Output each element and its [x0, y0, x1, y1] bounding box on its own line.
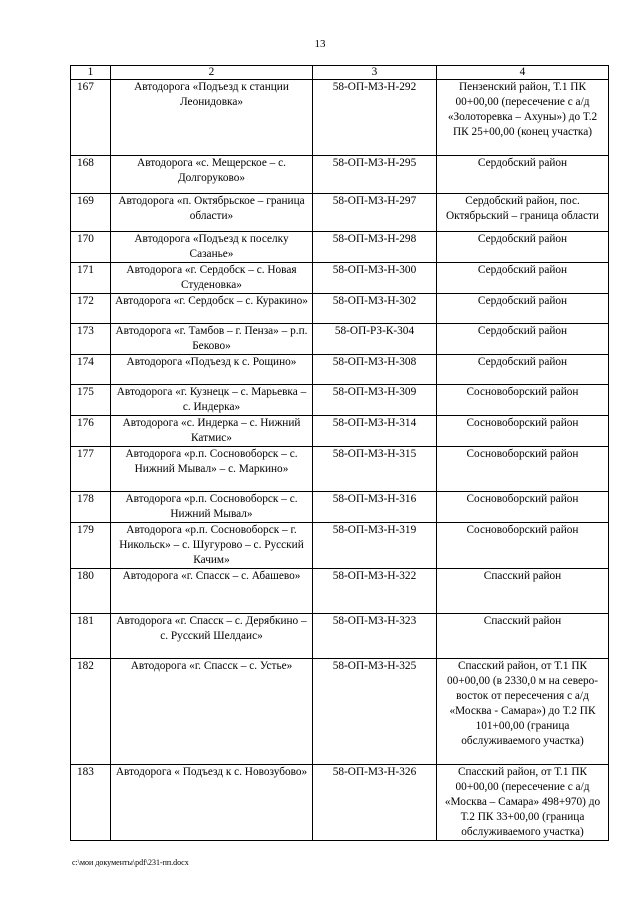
road-name: Автодорога «Подъезд к поселку Сазанье»: [111, 232, 313, 263]
table-row: [71, 492, 609, 523]
road-name: Автодорога «г. Тамбов – г. Пенза» – р.п. Беково»: [111, 324, 313, 355]
row-number: 170: [71, 232, 111, 263]
road-code: 58-ОП-МЗ-Н-295: [313, 156, 437, 194]
table-row: [71, 324, 609, 355]
road-name: Автодорога «г. Спасск – с. Устье»: [111, 659, 313, 765]
road-location: Спасский район: [437, 569, 609, 614]
table-row: [71, 232, 609, 263]
road-code: 58-ОП-МЗ-Н-323: [313, 614, 437, 659]
table-row: [71, 263, 609, 294]
table-row: [71, 355, 609, 385]
table-row: [71, 416, 609, 447]
table-row: [71, 156, 609, 194]
row-number: 179: [71, 523, 111, 569]
table-header-row: [71, 66, 609, 80]
column-header-1: 1: [71, 66, 111, 80]
road-code: 58-ОП-МЗ-Н-308: [313, 355, 437, 385]
road-location: Сосновоборский район: [437, 523, 609, 569]
road-name: Автодорога «г. Сердобск – с. Новая Студеновка»: [111, 263, 313, 294]
road-name: Автодорога «г. Спасск – с. Абашево»: [111, 569, 313, 614]
road-name: Автодорога «с. Индерка – с. Нижний Катмис»: [111, 416, 313, 447]
row-number: 182: [71, 659, 111, 765]
road-location: Сердобский район: [437, 355, 609, 385]
table-row: [71, 569, 609, 614]
road-name: Автодорога «г. Сердобск – с. Куракино»: [111, 294, 313, 324]
road-code: 58-ОП-МЗ-Н-292: [313, 80, 437, 156]
table-row: [71, 194, 609, 232]
road-location: Сердобский район: [437, 156, 609, 194]
road-code: 58-ОП-МЗ-Н-325: [313, 659, 437, 765]
road-name: Автодорога «р.п. Сосновоборск – с. Нижний Мывал»: [111, 492, 313, 523]
road-code: 58-ОП-МЗ-Н-314: [313, 416, 437, 447]
road-location: Сосновоборский район: [437, 447, 609, 492]
road-location: Сосновоборский район: [437, 416, 609, 447]
column-header-4: 4: [437, 66, 609, 80]
road-location: Сосновоборский район: [437, 492, 609, 523]
road-name: Автодорога «с. Мещерское – с. Долгоруково»: [111, 156, 313, 194]
road-name: Автодорога «г. Кузнецк – с. Марьевка – с. Индерка»: [111, 385, 313, 416]
row-number: 175: [71, 385, 111, 416]
road-location: Сердобский район: [437, 263, 609, 294]
row-number: 168: [71, 156, 111, 194]
page-number: 13: [314, 38, 326, 50]
footer-file-path: c:\мои документы\pdf\231-пп.docx: [72, 858, 189, 867]
road-code: 58-ОП-МЗ-Н-300: [313, 263, 437, 294]
road-location: Спасский район: [437, 614, 609, 659]
roads-table: [70, 65, 609, 841]
column-header-2: 2: [111, 66, 313, 80]
row-number: 183: [71, 765, 111, 841]
row-number: 171: [71, 263, 111, 294]
road-code: 58-ОП-МЗ-Н-309: [313, 385, 437, 416]
row-number: 172: [71, 294, 111, 324]
table-row: [71, 523, 609, 569]
road-location: Сердобский район, пос. Октябрьский – граница области: [437, 194, 609, 232]
road-location: Спасский район, от Т.1 ПК 00+00,00 (в 2330,0 м на северо-восток от пересечения с а/д «Москва - Самара») до Т.2 ПК 101+00,00 (граница обслуживаемого участка): [437, 659, 609, 765]
table-row: [71, 447, 609, 492]
row-number: 181: [71, 614, 111, 659]
road-location: Сердобский район: [437, 324, 609, 355]
road-location: Сосновоборский район: [437, 385, 609, 416]
table-row: [71, 765, 609, 841]
table-row: [71, 294, 609, 324]
table-row: [71, 659, 609, 765]
road-code: 58-ОП-МЗ-Н-297: [313, 194, 437, 232]
row-number: 176: [71, 416, 111, 447]
road-name: Автодорога «Подъезд к с. Рощино»: [111, 355, 313, 385]
road-name: Автодорога «г. Спасск – с. Дерябкино – с. Русский Шелдаис»: [111, 614, 313, 659]
road-name: Автодорога «Подъезд к станции Леонидовка»: [111, 80, 313, 156]
road-location: Пензенский район, Т.1 ПК 00+00,00 (пересечение с а/д «Золоторевка – Ахуны») до Т.2 ПК 25+00,00 (конец участка): [437, 80, 609, 156]
column-header-3: 3: [313, 66, 437, 80]
road-code: 58-ОП-МЗ-Н-319: [313, 523, 437, 569]
road-code: 58-ОП-МЗ-Н-298: [313, 232, 437, 263]
road-code: 58-ОП-РЗ-К-304: [313, 324, 437, 355]
row-number: 178: [71, 492, 111, 523]
row-number: 167: [71, 80, 111, 156]
row-number: 174: [71, 355, 111, 385]
road-name: Автодорога « Подъезд к с. Новозубово»: [111, 765, 313, 841]
row-number: 177: [71, 447, 111, 492]
row-number: 169: [71, 194, 111, 232]
road-name: Автодорога «р.п. Сосновоборск – с. Нижний Мывал» – с. Маркино»: [111, 447, 313, 492]
road-location: Сердобский район: [437, 294, 609, 324]
road-name: Автодорога «р.п. Сосновоборск – г. Никольск» – с. Шугурово – с. Русский Качим»: [111, 523, 313, 569]
road-code: 58-ОП-МЗ-Н-315: [313, 447, 437, 492]
table-row: [71, 385, 609, 416]
road-location: Сердобский район: [437, 232, 609, 263]
road-code: 58-ОП-МЗ-Н-302: [313, 294, 437, 324]
road-code: 58-ОП-МЗ-Н-326: [313, 765, 437, 841]
road-code: 58-ОП-МЗ-Н-316: [313, 492, 437, 523]
row-number: 180: [71, 569, 111, 614]
table-row: [71, 80, 609, 156]
table-row: [71, 614, 609, 659]
road-name: Автодорога «п. Октябрьское – граница области»: [111, 194, 313, 232]
row-number: 173: [71, 324, 111, 355]
road-code: 58-ОП-МЗ-Н-322: [313, 569, 437, 614]
road-location: Спасский район, от Т.1 ПК 00+00,00 (пересечение с а/д «Москва – Самара» 498+970) до Т.2 ПК 33+00,00 (граница обслуживаемого участка): [437, 765, 609, 841]
